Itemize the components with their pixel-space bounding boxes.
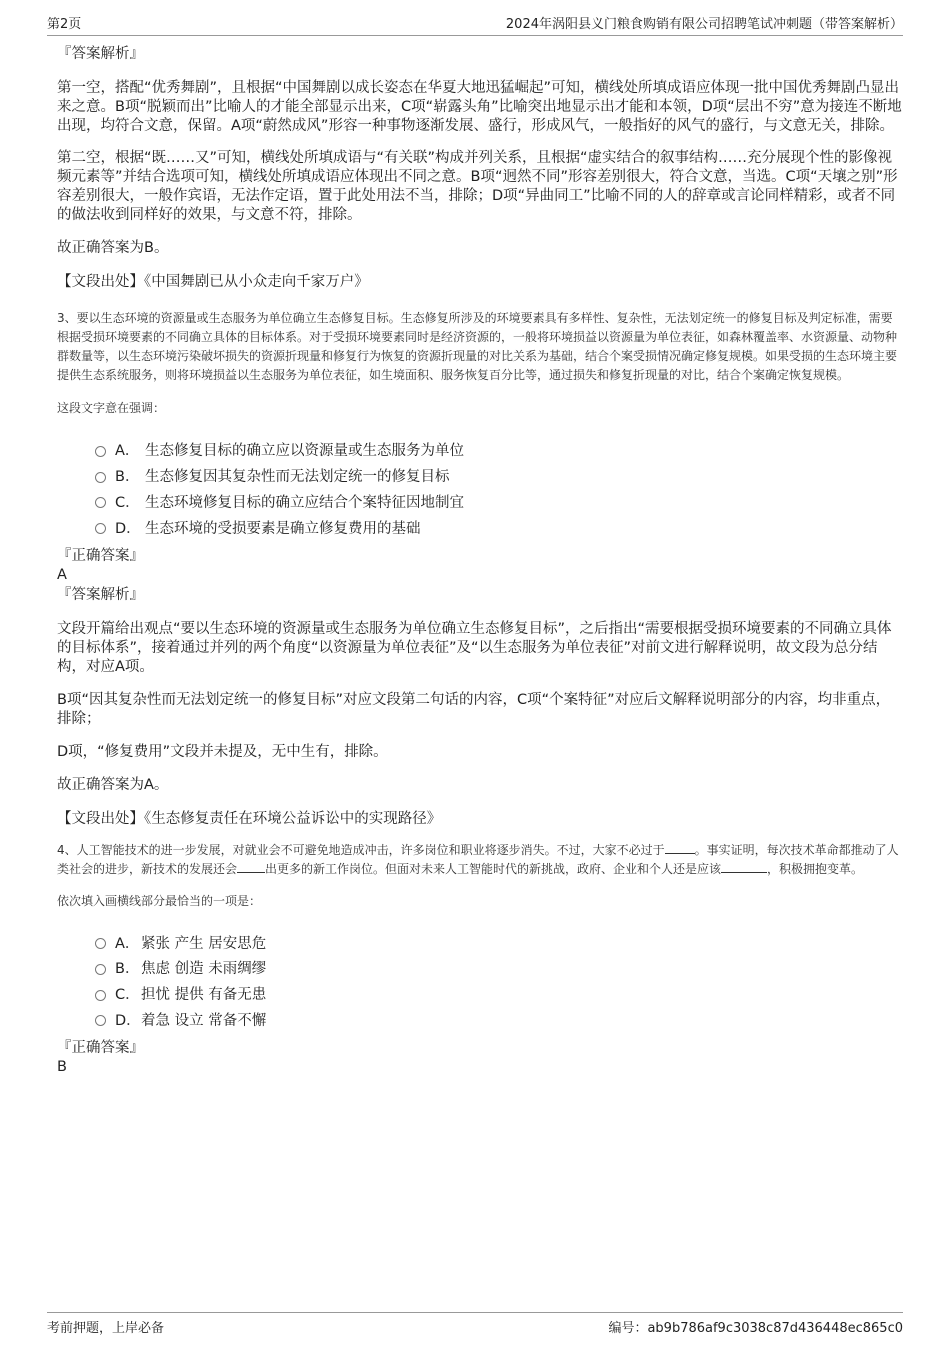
document-code: 编号：ab9b786af9c3038c87d436448ec865c0: [608, 1321, 903, 1336]
q3-option-c[interactable]: C． 生态环境修复目标的确立应结合个案特征因地制宜: [95, 489, 902, 515]
q3-analysis-p2: B项“因其复杂性而无法划定统一的修复目标”对应文段第二句话的内容，C项“个案特征”对应后文解释说明部分的内容，均非重点，排除；: [57, 692, 891, 728]
radio-icon[interactable]: [95, 990, 106, 1001]
q3-options: [57, 437, 902, 540]
q3-option-d[interactable]: D． 生态环境的受损要素是确立修复费用的基础: [95, 514, 902, 540]
q3-analysis-label: 『答案解析』: [57, 587, 144, 604]
q2-analysis-p2: 第二空，根据“既……又”可知，横线处所填成语与“有关联”构成并列关系，且根据“虚实结合的叙事结构……充分展现个性的影像视频元素等”并结合选项可知，横线处所填成语应体现出不同之意。B项“迥然不同”形容差别很大，符合文意，当选。C项“天壤之别”形容差别很大，一般作宾语，无法作定语，置于此处用法不当，排除；D项“异曲同工”比喻不同的人的辞章或言论同样精彩，或者不同的做法收到同样好的效果，与文意不符，排除。: [57, 150, 898, 223]
page-number: 第2页: [47, 17, 82, 32]
q4-answer-label: 『正确答案』: [57, 1040, 144, 1057]
radio-icon[interactable]: [95, 1015, 106, 1026]
blank-line: [665, 842, 695, 854]
footer-slogan: 考前押题，上岸必备: [47, 1321, 165, 1336]
blank-line: [721, 861, 767, 873]
radio-icon[interactable]: [95, 497, 106, 508]
q2-analysis-p1: 第一空，搭配“优秀舞剧”，且根据“中国舞剧以成长姿态在华夏大地迅猛崛起”可知，横线处所填成语应体现一批中国优秀舞剧凸显出来之意。B项“脱颖而出”比喻人的才能全部显示出来，C项“崭露头角”比喻突出地显示出才能和本领，D项“层出不穷”意为接连不断地出现，均符合文意，保留。A项“蔚然成风”形容一种事物逐渐发展、盛行，形成风气，一般指好的风气的盛行，与文意无关，排除。: [57, 80, 902, 134]
radio-icon[interactable]: [95, 446, 106, 457]
q4-prompt: 依次填入画横线部分最恰当的一项是：: [57, 894, 262, 909]
q3-source: 【文段出处】《生态修复责任在环境公益诉讼中的实现路径》: [57, 811, 442, 828]
q3-analysis-p3: D项，“修复费用”文段并未提及，无中生有，排除。: [57, 744, 388, 761]
q4-answer: B: [57, 1059, 67, 1076]
page-footer: [47, 1312, 903, 1336]
q4-option-a[interactable]: A． 紧张 产生 居安思危: [95, 929, 902, 955]
q3-analysis-p1: 文段开篇给出观点“要以生态环境的资源量或生态服务为单位确立生态修复目标”，之后指出“需要根据受损环境要素的不同确立具体的目标体系”，接着通过并列的两个角度“以资源量为单位表征”及“以生态服务为单位表征”对前文进行解释说明，故文段为总分结构，对应A项。: [57, 621, 892, 676]
q3-option-b[interactable]: B． 生态修复因其复杂性而无法划定统一的修复目标: [95, 463, 902, 489]
document-title: 2024年涡阳县义门粮食购销有限公司招聘笔试冲刺题（带答案解析）: [505, 17, 903, 32]
main-content: [57, 44, 902, 1076]
q4-option-b[interactable]: B． 焦虑 创造 未雨绸缪: [95, 955, 902, 981]
q4-stem: 4、人工智能技术的进一步发展，对就业会不可避免地造成冲击，许多岗位和职业将逐步消失。不过，大家不必过于 。事实证明，每次技术革命都推动了人类社会的进步，新技术的发展还会 出更多的新工作岗位。但面对未来人工智能时代的新挑战，政府、企业和个人还是应该 ，积极拥抱变革。: [57, 843, 899, 877]
q3-answer-label: 『正确答案』: [57, 548, 144, 565]
radio-icon[interactable]: [95, 472, 106, 483]
blank-line: [237, 861, 265, 873]
q3-conclusion: 故正确答案为A。: [57, 777, 169, 794]
radio-icon[interactable]: [95, 964, 106, 975]
radio-icon[interactable]: [95, 523, 106, 534]
q2-analysis-label: 『答案解析』: [57, 46, 144, 62]
q4-option-c[interactable]: C． 担忧 提供 有备无患: [95, 981, 902, 1007]
q3-stem: 3、要以生态环境的资源量或生态服务为单位确立生态修复目标。生态修复所涉及的环境要素具有多样性、复杂性，无法划定统一的修复目标及判定标准，需要根据受损环境要素的不同确立具体的目标体系。对于受损环境要素同时是经济资源的，一般将环境损益以资源量为单位表征，如森林覆盖率、水资源量、动物种群数量等，以生态环境污染破坏损失的资源折现量和修复行为恢复的资源折现量的对比关系为基础，结合个案受损情况确定修复规模。如果受损的生态环境主要提供生态系统服务，则将环境损益以生态服务为单位表征，如生境面积、服务恢复百分比等，通过损失和修复折现量的对比，结合个案确定恢复规模。: [57, 311, 898, 382]
q3-option-a[interactable]: A． 生态修复目标的确立应以资源量或生态服务为单位: [95, 437, 902, 463]
q4-option-d[interactable]: D． 着急 设立 常备不懈: [95, 1007, 902, 1033]
page-header: [47, 12, 903, 36]
q2-conclusion: 故正确答案为B。: [57, 240, 169, 256]
q3-answer: A: [57, 567, 67, 584]
q3-prompt: 这段文字意在强调：: [57, 401, 166, 415]
q4-options: [57, 929, 902, 1032]
q2-source: 【文段出处】《中国舞剧已从小众走向千家万户》: [57, 274, 369, 290]
radio-icon[interactable]: [95, 938, 106, 949]
